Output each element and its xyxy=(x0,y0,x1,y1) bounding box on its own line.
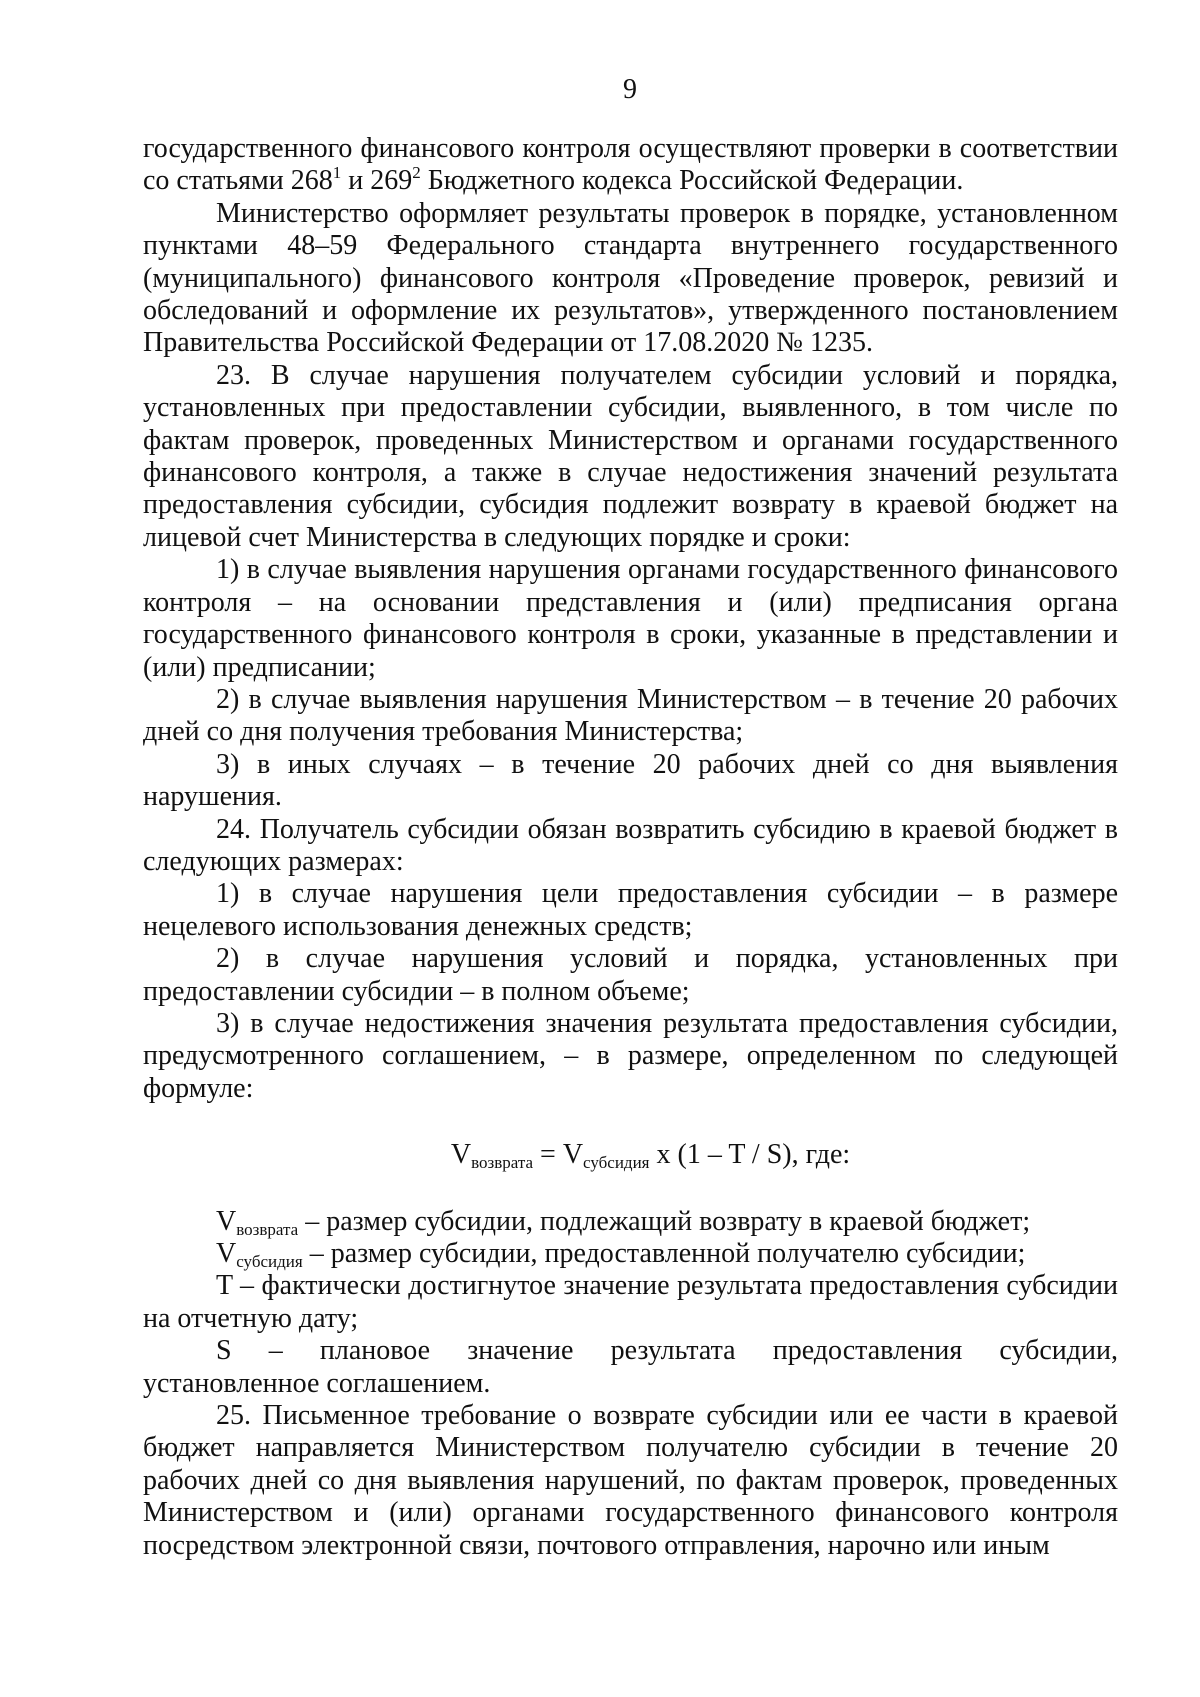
formula: $V_{возврата} = V_{субсидия}$ x (1 – T / S), где: xyxy=(450,1139,851,1173)
paragraph-23: 23. В случае нарушения получателем субсидии условий и порядка, установленных при предоставлении субсидии, выявленного, в том числе по фактам проверок, проведенных Министерством и органами государственного финансового контроля, а также в случае недостижения значений результата предоставления субсидии, субсидия подлежит возврату в краевой бюджет на лицевой счет Министерства в следующих порядке и сроки: xyxy=(143,359,1118,553)
definition-v-return: $V_{возврата}$ – размер субсидии, подлежащий возврату в краевой бюджет; xyxy=(216,1205,1031,1239)
paragraph-25: 25. Письменное требование о возврате субсидии или ее части в краевой бюджет направляется Министерством получателю субсидии в течение 20 рабочих дней со дня выявления нарушений, по фактам проверок, проведенных Министерством и (или) органами государственного финансового контроля посредством электронной связи, почтового отправления, нарочно или иным xyxy=(143,1400,1118,1561)
definition-t: T – фактически достигнутое значение результата предоставления субсидии на отчетную дату; xyxy=(143,1270,1118,1334)
paragraph-24-item-3: 3) в случае недостижения значения результата предоставления субсидии, предусмотренного соглашением, – в размере, определенном по следующей формуле: xyxy=(143,1007,1118,1104)
document-body xyxy=(143,133,1118,1562)
paragraph-24-item-1: 1) в случае нарушения цели предоставления субсидии – в размере нецелевого использования денежных средств; xyxy=(143,878,1118,942)
page-number: 9 xyxy=(623,74,637,105)
paragraph-ministry: Министерство оформляет результаты проверок в порядке, установленном пунктами 48–59 Федерального стандарта внутреннего государственного (муниципального) финансового контроля «Проведение проверок, ревизий и обследований и оформление их результатов», утвержденного постановлением Правительства Российской Федерации от 17.08.2020 № 1235. xyxy=(143,197,1118,359)
paragraph-23-item-3: 3) в иных случаях – в течение 20 рабочих дней со дня выявления нарушения. xyxy=(143,748,1118,813)
paragraph-intro: государственного финансового контроля осуществляют проверки в соответствии со статьями $268^1$ и $269^2$ Бюджетного кодекса Российской Федерации. xyxy=(143,133,1118,197)
paragraph-23-item-1: 1) в случае выявления нарушения органами государственного финансового контроля – на основании представления и (или) предписания органа государственного финансового контроля в сроки, указанные в представлении и (или) предписании; xyxy=(143,554,1118,683)
paragraph-24-item-2: 2) в случае нарушения условий и порядка, установленных при предоставлении субсидии – в полном объеме; xyxy=(143,943,1118,1007)
definition-s: S – плановое значение результата предоставления субсидии, установленное соглашением. xyxy=(143,1335,1118,1399)
paragraph-24: 24. Получатель субсидии обязан возвратить субсидию в краевой бюджет в следующих размерах: xyxy=(143,813,1118,877)
definition-v-subsidy: $V_{субсидия}$ – размер субсидии, предоставленной получателю субсидии; xyxy=(216,1238,1026,1271)
paragraph-23-item-2: 2) в случае выявления нарушения Министерством – в течение 20 рабочих дней со дня получения требования Министерства; xyxy=(143,683,1118,748)
